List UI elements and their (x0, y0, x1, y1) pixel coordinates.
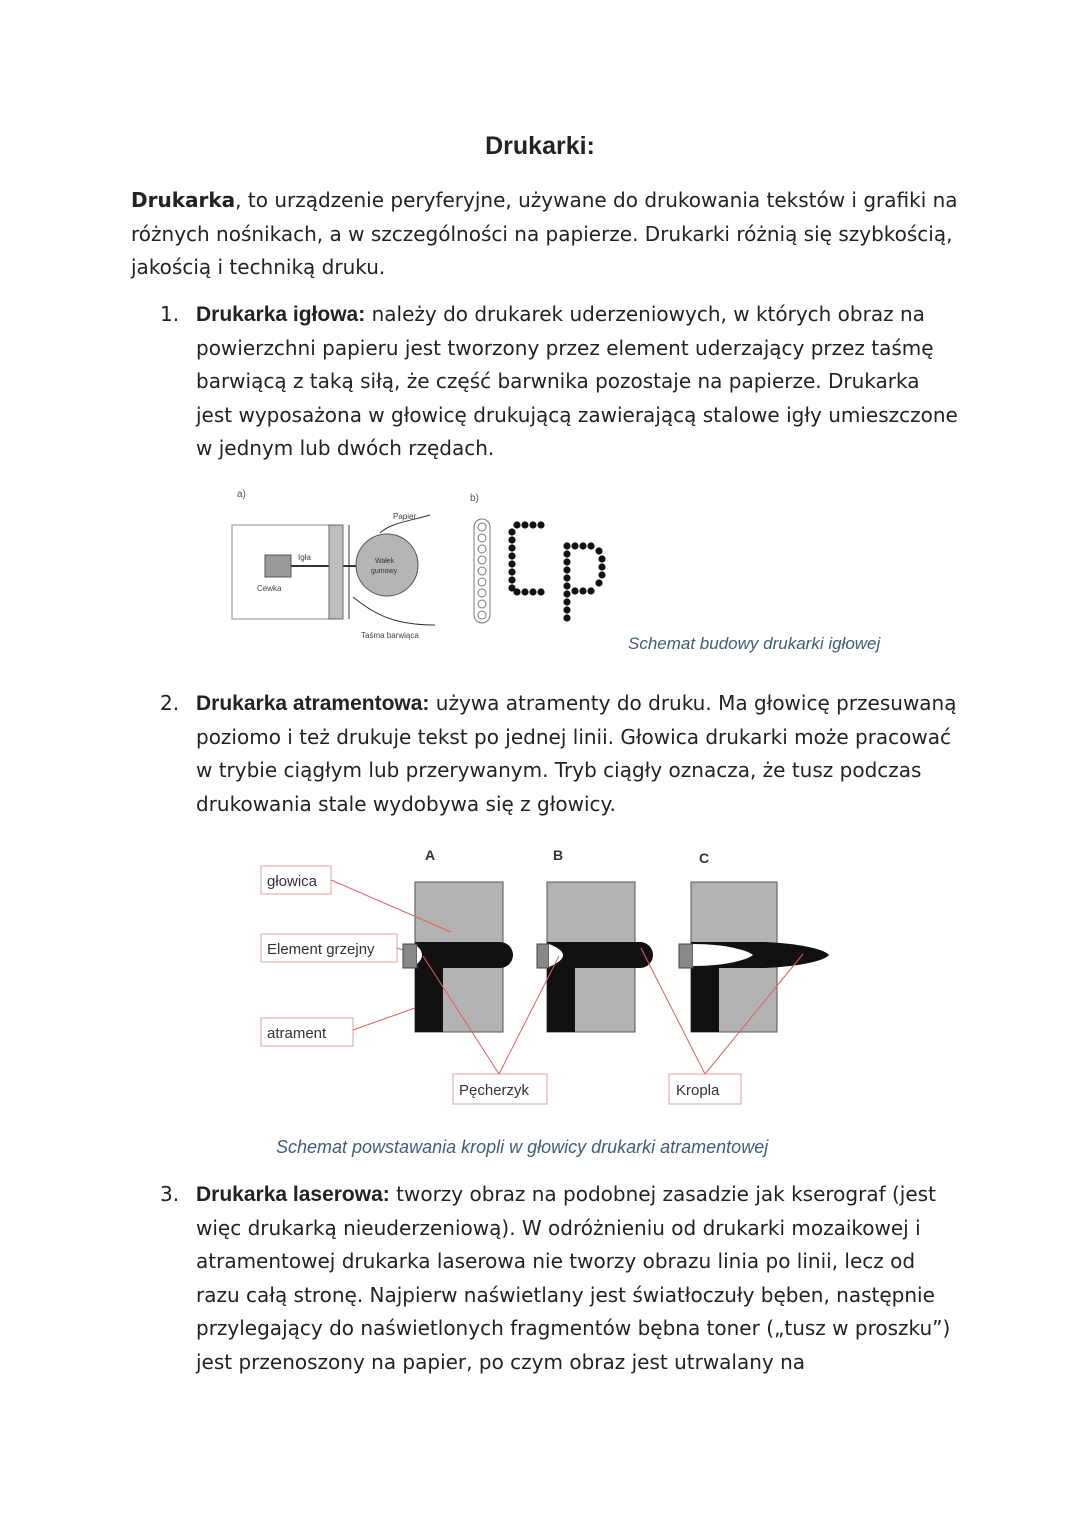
column-b-label: B (553, 847, 564, 863)
needle-dot (478, 567, 486, 575)
heater-a (403, 944, 417, 968)
needle-dots (478, 523, 486, 619)
list-item-text: należy do drukarek uderzeniowych, w których obraz na powierzchni papieru jest tworzony przez element uderzający przez taśmę barwiącą z taką siłą, że część barwnika pozostaje na papierze. Drukarka jest wyposażona w głowicę drukującą zawierającą stalowe igły umieszczone w jednym lub dwóch rzędach. (196, 302, 958, 460)
print-dot (529, 521, 536, 528)
ribbon-label: Taśma barwiąca (361, 631, 419, 640)
list-number: 1. (160, 302, 180, 326)
heater-b (537, 944, 549, 968)
roller-label-2: gumowy (371, 568, 398, 575)
print-dot (595, 547, 602, 554)
list-item-text: tworzy obraz na podobnej zasadzie jak kserograf (jest więc drukarką nieuderzeniową). W odróżnieniu od drukarki mozaikowej i atramentowej drukarka laserowa nie tworzy obrazu linia po linii, lecz od razu całą stronę. Najpierw naświetlany jest światłoczuły bęben, następnie przylegający do naświetlonych fragmentów bębna toner („tusz w proszku”) jest przenoszony na papier, po czym obraz jest utrwalany na (196, 1182, 951, 1374)
print-dot (521, 588, 528, 595)
print-dot (563, 598, 570, 605)
needle-dot (478, 589, 486, 597)
list-item-laser (160, 1178, 960, 1379)
list-item-lead: Drukarka atramentowa: (196, 692, 430, 715)
print-dot (598, 563, 605, 570)
needle-dot (478, 523, 486, 531)
needle-dot (478, 611, 486, 619)
label-kropla: Kropla (676, 1082, 720, 1099)
print-dot (563, 574, 570, 581)
needle-dot (478, 545, 486, 553)
print-dot (571, 542, 578, 549)
intro-term: Drukarka (131, 188, 236, 212)
page-title: Drukarki: (485, 132, 595, 160)
coil-label: Cewka (257, 584, 282, 593)
dot-matrix-diagram (225, 485, 635, 650)
needle-column (474, 519, 490, 623)
print-dot (595, 579, 602, 586)
needle-dot (478, 534, 486, 542)
heater-c (679, 944, 693, 968)
arrow-element (397, 948, 403, 950)
print-dot (579, 587, 586, 594)
figure-label-a: a) (237, 489, 246, 500)
needle-dot (478, 578, 486, 586)
print-dot (513, 521, 520, 528)
print-dot (563, 614, 570, 621)
rubber-roller (356, 534, 418, 596)
print-dot (508, 536, 515, 543)
needle-dot (478, 600, 486, 608)
print-dot (579, 542, 586, 549)
print-dot (537, 588, 544, 595)
list-item-lead: Drukarka laserowa: (196, 1183, 390, 1206)
coil (265, 555, 291, 577)
list-item-text: używa atramenty do druku. Ma głowicę przesuwaną poziomo i też drukuje tekst po jednej linii. Głowica drukarki może pracować w trybie ciągłym lub przerywanym. Tryb ciągły oznacza, że tusz podczas drukowania stale wydobywa się z głowicy. (196, 691, 957, 816)
list-item-inkjet (160, 687, 960, 821)
list-number: 3. (160, 1182, 180, 1206)
paper-label: Papier (393, 512, 417, 521)
print-dot (598, 555, 605, 562)
print-dot (508, 552, 515, 559)
label-pecherzyk: Pęcherzyk (459, 1082, 530, 1099)
print-dot (563, 566, 570, 573)
print-dot (563, 606, 570, 613)
inkjet-diagram (255, 840, 845, 1120)
figure1-caption: Schemat budowy drukarki igłowej (628, 634, 881, 653)
needle-dot (478, 556, 486, 564)
figure-label-b: b) (470, 493, 479, 504)
intro-text: , to urządzenie peryferyjne, używane do drukowania tekstów i grafiki na różnych nośnikach, a w szczególności na papierze. Drukarki różnią się szybkością, jakością i techniką druku. (131, 188, 958, 279)
print-dot (571, 587, 578, 594)
print-dot (521, 521, 528, 528)
print-dot (529, 588, 536, 595)
list-item-lead: Drukarka igłowa: (196, 303, 366, 326)
cp-dot-letters (508, 521, 605, 621)
label-glowica: głowica (267, 873, 318, 890)
print-dot (563, 582, 570, 589)
paper-path (353, 597, 435, 625)
roller-label: Wałek (375, 558, 395, 565)
guide-plate (329, 525, 343, 619)
print-dot (508, 560, 515, 567)
print-dot (537, 521, 544, 528)
print-dot (508, 568, 515, 575)
column-c-label: C (699, 850, 710, 866)
print-dot (563, 590, 570, 597)
figure2-caption: Schemat powstawania kropli w głowicy drukarki atramentowej (276, 1137, 769, 1157)
print-dot (508, 528, 515, 535)
arrow-atrament (353, 1008, 415, 1030)
print-dot (587, 542, 594, 549)
print-dot (563, 558, 570, 565)
intro-paragraph (131, 184, 961, 285)
print-dot (508, 544, 515, 551)
print-dot (508, 576, 515, 583)
print-dot (563, 550, 570, 557)
needle-label: Igła (298, 553, 311, 562)
list-number: 2. (160, 691, 180, 715)
print-dot (587, 587, 594, 594)
print-dot (598, 571, 605, 578)
label-atrament: atrament (267, 1025, 327, 1042)
label-element: Element grzejny (267, 941, 375, 958)
print-dot (513, 588, 520, 595)
list-item-dot-matrix (160, 298, 960, 466)
print-dot (563, 542, 570, 549)
column-a-label: A (425, 847, 436, 863)
